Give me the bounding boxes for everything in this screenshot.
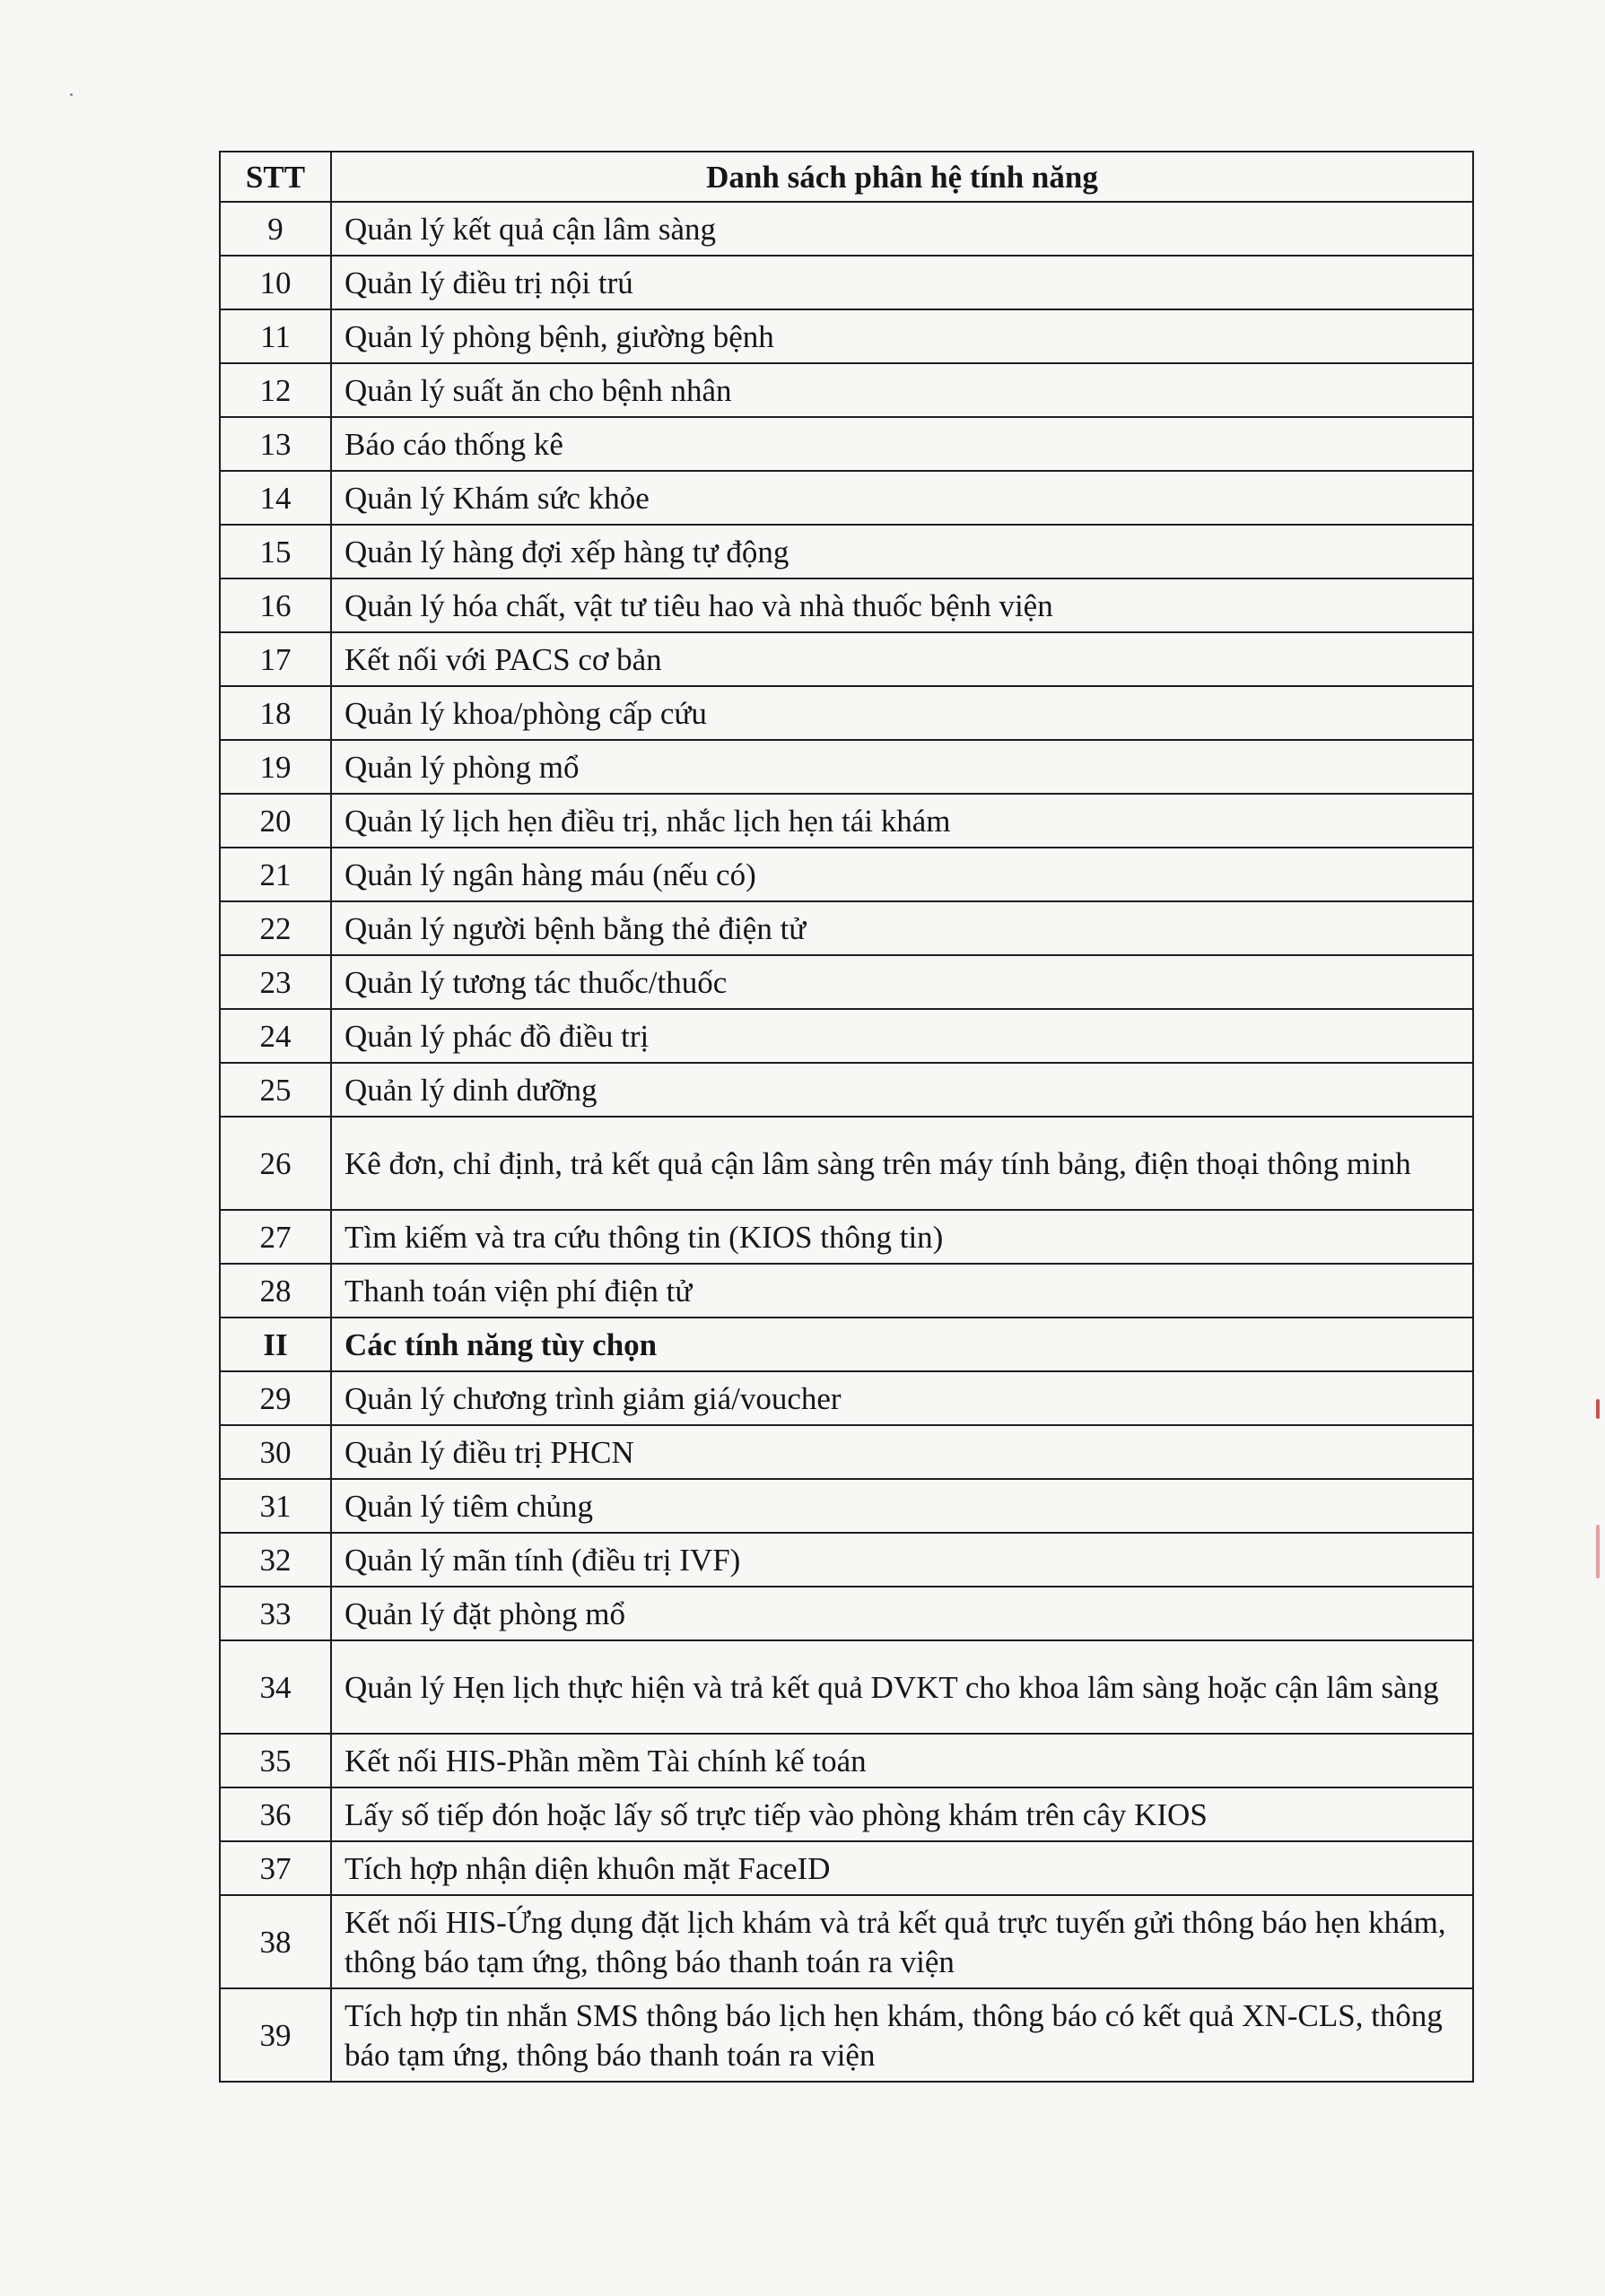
- row-name: Báo cáo thống kê: [331, 417, 1473, 471]
- table-row: [220, 471, 1473, 525]
- row-stt: 31: [220, 1479, 331, 1533]
- table-row: [220, 363, 1473, 417]
- row-stt: 22: [220, 901, 331, 955]
- row-stt: 27: [220, 1210, 331, 1264]
- table-row: [220, 632, 1473, 686]
- row-stt: 36: [220, 1787, 331, 1841]
- table-row: [220, 1734, 1473, 1787]
- row-name: Quản lý Khám sức khỏe: [331, 471, 1473, 525]
- table-row: [220, 901, 1473, 955]
- row-stt: 19: [220, 740, 331, 794]
- row-name: Quản lý Hẹn lịch thực hiện và trả kết quả DVKT cho khoa lâm sàng hoặc cận lâm sàng: [331, 1640, 1473, 1734]
- table-row: [220, 417, 1473, 471]
- row-name: Quản lý khoa/phòng cấp cứu: [331, 686, 1473, 740]
- row-stt: 9: [220, 202, 331, 256]
- table-row: [220, 794, 1473, 848]
- table-row: [220, 1640, 1473, 1734]
- row-name: Kết nối HIS-Phần mềm Tài chính kế toán: [331, 1734, 1473, 1787]
- table-row: [220, 1264, 1473, 1318]
- table-row: [220, 740, 1473, 794]
- section-row: [220, 1318, 1473, 1371]
- row-stt: 30: [220, 1425, 331, 1479]
- row-name: Quản lý điều trị PHCN: [331, 1425, 1473, 1479]
- row-name: Quản lý chương trình giảm giá/voucher: [331, 1371, 1473, 1425]
- row-stt: 16: [220, 578, 331, 632]
- header-stt: STT: [220, 152, 331, 202]
- row-stt: 37: [220, 1841, 331, 1895]
- row-stt: 28: [220, 1264, 331, 1318]
- table-row: [220, 1587, 1473, 1640]
- feature-table: [219, 151, 1474, 2083]
- row-stt: 34: [220, 1640, 331, 1734]
- row-stt: 11: [220, 309, 331, 363]
- row-name: Quản lý đặt phòng mổ: [331, 1587, 1473, 1640]
- row-name: Kê đơn, chỉ định, trả kết quả cận lâm sàng trên máy tính bảng, điện thoại thông minh: [331, 1117, 1473, 1210]
- table-body: [220, 202, 1473, 2082]
- row-name: Tích hợp nhận diện khuôn mặt FaceID: [331, 1841, 1473, 1895]
- header-name: Danh sách phân hệ tính năng: [331, 152, 1473, 202]
- row-stt: 33: [220, 1587, 331, 1640]
- edge-mark: [1596, 1525, 1600, 1578]
- row-stt: 32: [220, 1533, 331, 1587]
- row-stt: 10: [220, 256, 331, 309]
- table-header-row: [220, 152, 1473, 202]
- row-stt: 17: [220, 632, 331, 686]
- table-row: [220, 1063, 1473, 1117]
- table-row: [220, 1371, 1473, 1425]
- row-name: Quản lý tiêm chủng: [331, 1479, 1473, 1533]
- row-name: Quản lý dinh dưỡng: [331, 1063, 1473, 1117]
- table-row: [220, 256, 1473, 309]
- scan-speck: [70, 93, 73, 96]
- row-name: Quản lý kết quả cận lâm sàng: [331, 202, 1473, 256]
- table-row: [220, 1533, 1473, 1587]
- row-name: Lấy số tiếp đón hoặc lấy số trực tiếp vào phòng khám trên cây KIOS: [331, 1787, 1473, 1841]
- table-row: [220, 1009, 1473, 1063]
- row-stt: 13: [220, 417, 331, 471]
- row-stt: 18: [220, 686, 331, 740]
- row-name: Quản lý hàng đợi xếp hàng tự động: [331, 525, 1473, 578]
- row-name: Quản lý phòng bệnh, giường bệnh: [331, 309, 1473, 363]
- table-row: [220, 1787, 1473, 1841]
- row-stt: 24: [220, 1009, 331, 1063]
- row-stt: 23: [220, 955, 331, 1009]
- row-stt: 39: [220, 1988, 331, 2082]
- row-stt: 15: [220, 525, 331, 578]
- row-name: Quản lý suất ăn cho bệnh nhân: [331, 363, 1473, 417]
- table-row: [220, 686, 1473, 740]
- row-name: Các tính năng tùy chọn: [331, 1318, 1473, 1371]
- row-stt: II: [220, 1318, 331, 1371]
- row-stt: 14: [220, 471, 331, 525]
- row-stt: 20: [220, 794, 331, 848]
- table-row: [220, 1117, 1473, 1210]
- table-row: [220, 1210, 1473, 1264]
- row-stt: 25: [220, 1063, 331, 1117]
- table-row: [220, 578, 1473, 632]
- row-stt: 38: [220, 1895, 331, 1988]
- table-row: [220, 525, 1473, 578]
- row-name: Quản lý hóa chất, vật tư tiêu hao và nhà thuốc bệnh viện: [331, 578, 1473, 632]
- row-name: Quản lý tương tác thuốc/thuốc: [331, 955, 1473, 1009]
- row-stt: 26: [220, 1117, 331, 1210]
- row-stt: 21: [220, 848, 331, 901]
- table-row: [220, 1841, 1473, 1895]
- table-row: [220, 1479, 1473, 1533]
- row-name: Tích hợp tin nhắn SMS thông báo lịch hẹn khám, thông báo có kết quả XN-CLS, thông báo tạm ứng, thông báo thanh toán ra viện: [331, 1988, 1473, 2082]
- row-name: Quản lý phòng mổ: [331, 740, 1473, 794]
- row-name: Quản lý người bệnh bằng thẻ điện tử: [331, 901, 1473, 955]
- row-stt: 29: [220, 1371, 331, 1425]
- table-row: [220, 1425, 1473, 1479]
- table-row: [220, 1988, 1473, 2082]
- row-stt: 12: [220, 363, 331, 417]
- row-name: Kết nối HIS-Ứng dụng đặt lịch khám và trả kết quả trực tuyến gửi thông báo hẹn khám, thông báo tạm ứng, thông báo thanh toán ra viện: [331, 1895, 1473, 1988]
- row-name: Quản lý điều trị nội trú: [331, 256, 1473, 309]
- row-name: Tìm kiếm và tra cứu thông tin (KIOS thông tin): [331, 1210, 1473, 1264]
- row-name: Quản lý ngân hàng máu (nếu có): [331, 848, 1473, 901]
- table-row: [220, 1895, 1473, 1988]
- row-name: Quản lý lịch hẹn điều trị, nhắc lịch hẹn tái khám: [331, 794, 1473, 848]
- row-name: Kết nối với PACS cơ bản: [331, 632, 1473, 686]
- row-name: Thanh toán viện phí điện tử: [331, 1264, 1473, 1318]
- table-row: [220, 202, 1473, 256]
- edge-mark: [1596, 1399, 1600, 1419]
- row-stt: 35: [220, 1734, 331, 1787]
- row-name: Quản lý mãn tính (điều trị IVF): [331, 1533, 1473, 1587]
- table-row: [220, 309, 1473, 363]
- table-row: [220, 955, 1473, 1009]
- table-row: [220, 848, 1473, 901]
- row-name: Quản lý phác đồ điều trị: [331, 1009, 1473, 1063]
